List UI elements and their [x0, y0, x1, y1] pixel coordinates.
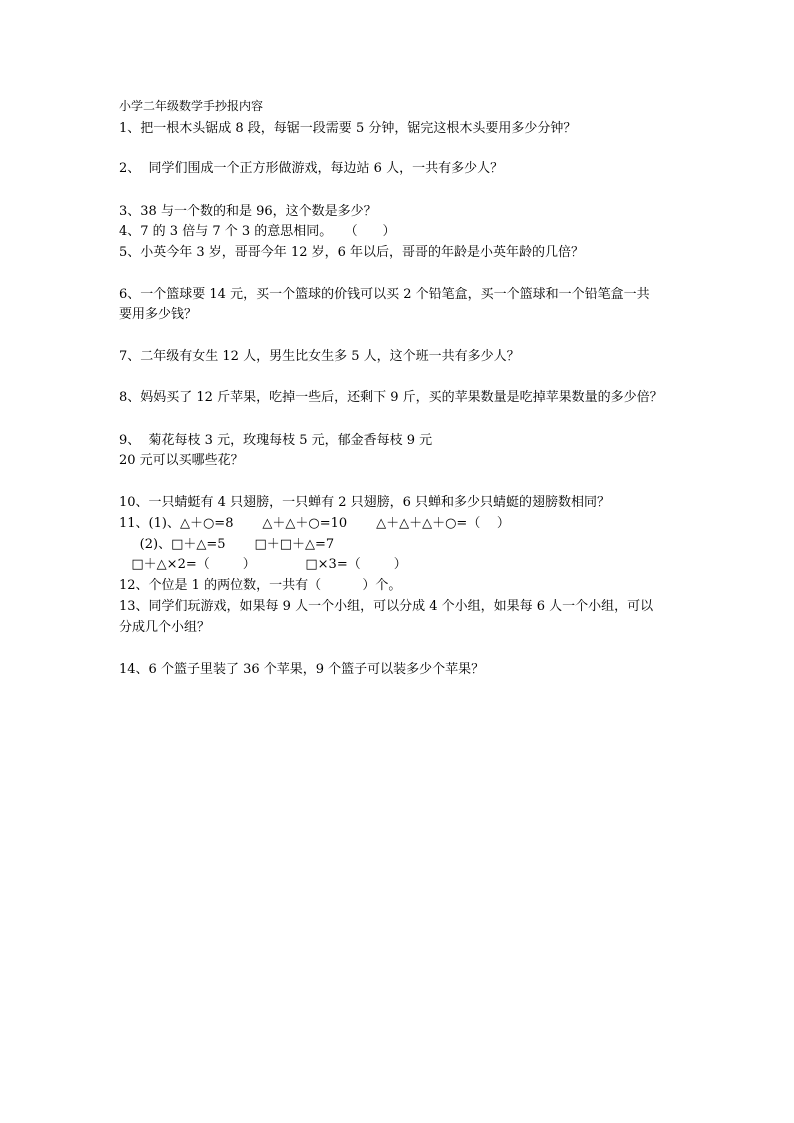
question-13-line-2: 分成几个小组？ [119, 620, 211, 635]
question-9-line-1: 9、 菊花每枝 3 元，玫瑰每枝 5 元，郁金香每枝 9 元 [119, 433, 433, 448]
question-4: 4、7 的 3 倍与 7 个 3 的意思相同。 （ ） [119, 224, 396, 239]
question-3: 3、38 与一个数的和是 96，这个数是多少？ [119, 204, 377, 219]
question-10: 10、一只蜻蜓有 4 只翅膀，一只蝉有 2 只翅膀，6 只蝉和多少只蜻蜓的翅膀数相同？ [119, 495, 611, 510]
question-11-part-1: 11、(1)、△＋○=8 △＋△＋○=10 △＋△＋△＋○=（ ） [119, 516, 510, 531]
document-title: 小学二年级数学手抄报内容 [119, 99, 264, 113]
question-14: 14、6 个篮子里装了 36 个苹果，9 个篮子可以装多少个苹果？ [119, 662, 485, 677]
question-6-line-2: 要用多少钱？ [119, 307, 198, 322]
question-11-part-2: (2)、□＋△=5 □＋□＋△=7 [119, 537, 335, 552]
question-12: 12、个位是 1 的两位数，一共有（ ）个。 [119, 578, 402, 593]
question-9-line-2: 20 元可以买哪些花？ [119, 453, 244, 468]
question-5: 5、小英今年 3 岁，哥哥今年 12 岁，6 年以后，哥哥的年龄是小英年龄的几倍？ [119, 245, 585, 260]
question-2: 2、 同学们围成一个正方形做游戏，每边站 6 人，一共有多少人？ [119, 161, 504, 176]
question-6-line-1: 6、一个篮球要 14 元，买一个篮球的价钱可以买 2 个铅笔盒，买一个篮球和一个铅笔盒一共 [119, 287, 650, 302]
question-7: 7、二年级有女生 12 人，男生比女生多 5 人，这个班一共有多少人？ [119, 349, 520, 364]
question-1: 1、把一根木头锯成 8 段，每锯一段需要 5 分钟，锯完这根木头要用多少分钟？ [119, 121, 577, 136]
question-13-line-1: 13、同学们玩游戏，如果每 9 人一个小组，可以分成 4 个小组，如果每 6 人一个小组，可以 [119, 599, 654, 614]
question-11-part-3: □＋△×2=（ ） □×3=（ ） [119, 557, 407, 572]
question-8: 8、妈妈买了 12 斤苹果，吃掉一些后，还剩下 9 斤，买的苹果数量是吃掉苹果数量的多少倍？ [119, 390, 663, 405]
